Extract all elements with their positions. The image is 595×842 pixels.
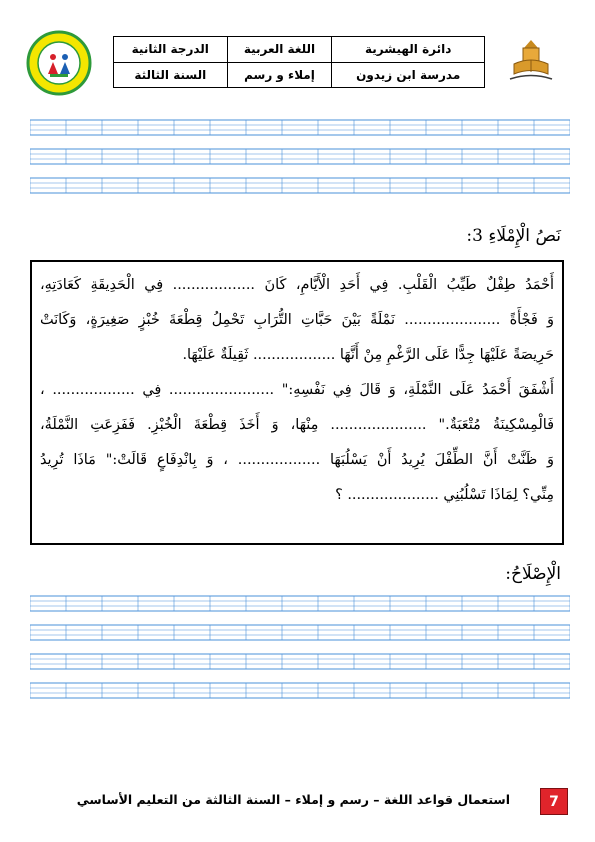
header-lesson: إملاء و رسم	[227, 62, 332, 88]
school-logo	[26, 30, 92, 96]
header-school: مدرسة ابن زيدون	[332, 62, 485, 88]
dictation-line: مِنِّي؟ لِمَاذَا تَسْلُبُنِي .................... ؟	[335, 487, 554, 503]
dictation-line: وَ فَجْأَةً ..................... نَمْلَةً بَيْنَ حَبَّاتِ التُّرَابِ تَحْمِلُ قِطْعَةَ خُبْزٍ صَغِيرَةٍ، وَكَانَتْ	[40, 312, 554, 328]
header-district: دائرة الهيشرية	[332, 37, 485, 63]
writing-lines-top[interactable]	[30, 118, 570, 210]
header-subject: اللغة العربية	[227, 37, 332, 63]
dictation-line: فَالْمِسْكِينَةُ مُتْعَبَةٌ." ..................... مِنْهَا، وَ أَخَذَ قِطْعَةَ الْخُبْزِ. فَفَزِعَتِ النَّمْلَةُ،	[40, 417, 554, 433]
header-table	[113, 36, 485, 88]
dictation-title: نَصُ الْإِمْلَاءِ 3:	[466, 226, 561, 246]
dictation-line: أَحْمَدُ طِفْلٌ طَيِّبُ الْقَلْبِ. فِي أَحَدِ الْأَيَّامِ، كَانَ .................. فِي الْحَدِيقَةِ كَعَادَتِهِ،	[40, 277, 554, 293]
footer-text: استعمال قواعد اللغة – رسم و إملاء – السنة الثالثة من التعليم الأساسي	[76, 792, 510, 807]
dictation-line: وَ ظَنَّتْ أَنَّ الطِّفْلَ يُرِيدُ أَنْ يَسْلُبَهَا .................. ، وَ بِانْدِفَاعٍ قَالَتْ:" مَاذَا تُرِيدُ	[40, 452, 554, 468]
correction-title: الْإِصْلَاحُ:	[505, 564, 561, 584]
header-year: السنة الثالثة	[114, 62, 228, 88]
writing-lines-bottom[interactable]	[30, 594, 570, 734]
dictation-text-box	[30, 260, 564, 545]
ministry-logo	[502, 34, 560, 92]
dictation-line: أَشْفَقَ أَحْمَدُ عَلَى النَّمْلَةِ، وَ قَالَ فِي نَفْسِهِ:" ....................... فِي .................. ،	[40, 382, 554, 398]
page-number-badge: 7	[540, 788, 568, 815]
dictation-line: حَرِيصَةً عَلَيْهَا جِدًّا عَلَى الرَّغْمِ مِنْ أَنَّهَا .................. ثَقِيلَةٌ عَلَيْهَا.	[182, 347, 554, 363]
header-grade-level: الدرجة الثانية	[114, 37, 228, 63]
